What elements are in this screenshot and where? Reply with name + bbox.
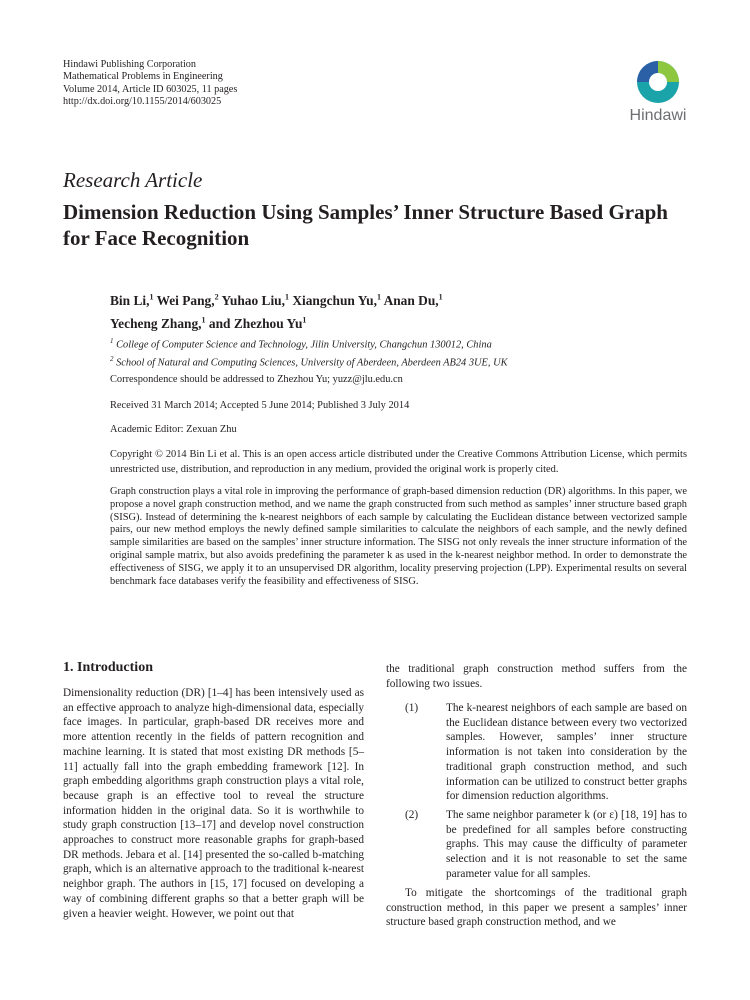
author: Yuhao Liu,$^1$ bbox=[221, 293, 289, 309]
publisher: Hindawi Publishing Corporation bbox=[63, 59, 196, 70]
journal-name: Mathematical Problems in Engineering bbox=[63, 71, 223, 83]
intro-paragraph-2: the traditional graph construction method suffers from the following two issues. bbox=[386, 663, 687, 690]
publication-dates: Received 31 March 2014; Accepted 5 June 2014; Published 3 July 2014 bbox=[110, 400, 410, 411]
hindawi-logo bbox=[623, 58, 693, 128]
author: Xiangchun Yu,$^1$ bbox=[292, 293, 381, 309]
intro-paragraph-1: Dimensionality reduction (DR) [1–4] has been intensively used as an effective approach to analyze high-dimensional data, especially face images. In particular, graph-based DR receives more and more attention recently in the fields of pattern recognition and machine learning. It is stated that most existing DR methods [5–11] actually fall into the graph embedding framework [12]. In graph embedding algorithms graph construction plays a vital role, because graph is an effective tool to reveal the structure information hidden in the original data. So it is worthwhile to study graph construction [13–17] and develop novel construction approaches to construct more reasonable graphs for graph-based DR methods. Jebara et al. [14] presented the so-called b-matching graph, which is an alternative approach to the traditional k-nearest neighbor graph. The authors in [15, 17] focused on developing a way of combining different graphs so that a better graph will be given a heavier weight. However, we point out that bbox=[63, 687, 364, 920]
list-text: The k-nearest neighbors of each sample are based on the Euclidean distance between every two vectorized samples. However, samples’ inner structure information is not taken into consideration by the traditional graph construction method, and such information can be utilized to construct better graphs for dimension reduction algorithms. bbox=[446, 702, 687, 803]
author: Bin Li,$^1$ bbox=[110, 293, 154, 309]
hindawi-logo-icon bbox=[623, 58, 693, 106]
list-item bbox=[405, 701, 687, 804]
list-item bbox=[405, 808, 687, 882]
correspondence: Correspondence should be addressed to Zhezhou Yu; yuzz@jlu.edu.cn bbox=[110, 374, 403, 385]
logo-wordmark: Hindawi bbox=[629, 107, 687, 124]
author: Wei Pang,$^2$ bbox=[156, 293, 219, 309]
list-number: (2) bbox=[405, 809, 419, 821]
journal-metadata bbox=[63, 59, 237, 109]
section-heading: 1. Introduction bbox=[63, 660, 153, 675]
author: Anan Du,$^1$ bbox=[383, 293, 443, 309]
affiliation: $^1$ College of Computer Science and Technology, Jilin University, Changchun 130012, China bbox=[110, 337, 492, 351]
author: Yecheng Zhang,$^1$ bbox=[110, 315, 206, 331]
author: and Zhezhou Yu$^1$ bbox=[208, 315, 307, 331]
doi-link[interactable]: http://dx.doi.org/10.1155/2014/603025 bbox=[63, 96, 222, 108]
volume-line: Volume 2014, Article ID 603025, 11 pages bbox=[63, 83, 238, 95]
abstract: Graph construction plays a vital role in improving the performance of graph-based dimension reduction (DR) algorithms. In this paper, we propose a novel graph construction method, and we name the graph constructed from such method as samples’ inner structure based graph (SISG). Instead of determining the k-nearest neighbors of each sample by calculating the Euclidean distance between vectorized sample pairs, our new method employs the newly defined sample similarities to calculate the neighbors of each sample, and the newly defined sample similarities are based on the samples’ inner structure information. The SISG not only reveals the inner structure information of the original sample matrix, but also avoids predefining the parameter k as used in the k-nearest neighbor method. In order to demonstrate the effectiveness of SISG, we apply it to an unsupervised DR algorithm, locality preserving projection (LPP). Experimental results on several benchmark face databases verify the feasibility and effectiveness of SISG. bbox=[110, 486, 687, 587]
list-number: (1) bbox=[405, 702, 419, 714]
intro-paragraph-3: To mitigate the shortcomings of the traditional graph construction method, in this paper we present a samples’ inner structure based graph construction method, and we bbox=[386, 887, 687, 929]
author-list bbox=[110, 288, 530, 333]
copyright-notice: Copyright © 2014 Bin Li et al. This is an open access article distributed under the Creative Commons Attribution License, which permits unrestricted use, distribution, and reproduction in any medium, provided the original work is properly cited. bbox=[110, 449, 687, 475]
paper-title: Dimension Reduction Using Samples’ Inner Structure Based Graph for Face Recognition bbox=[63, 200, 668, 250]
affiliation: $^2$ School of Natural and Computing Sciences, University of Aberdeen, Aberdeen AB24 3UE, UK bbox=[110, 355, 508, 369]
list-text: The same neighbor parameter k (or ε) [18, 19] has to be predefined for all samples before constructing graphs. This may cause the difficulty of parameter selection and it is not reasonable to set the same parameter value for all samples. bbox=[446, 809, 687, 880]
academic-editor: Academic Editor: Zexuan Zhu bbox=[110, 424, 237, 435]
article-type: Research Article bbox=[63, 168, 203, 192]
affiliations bbox=[110, 334, 508, 371]
